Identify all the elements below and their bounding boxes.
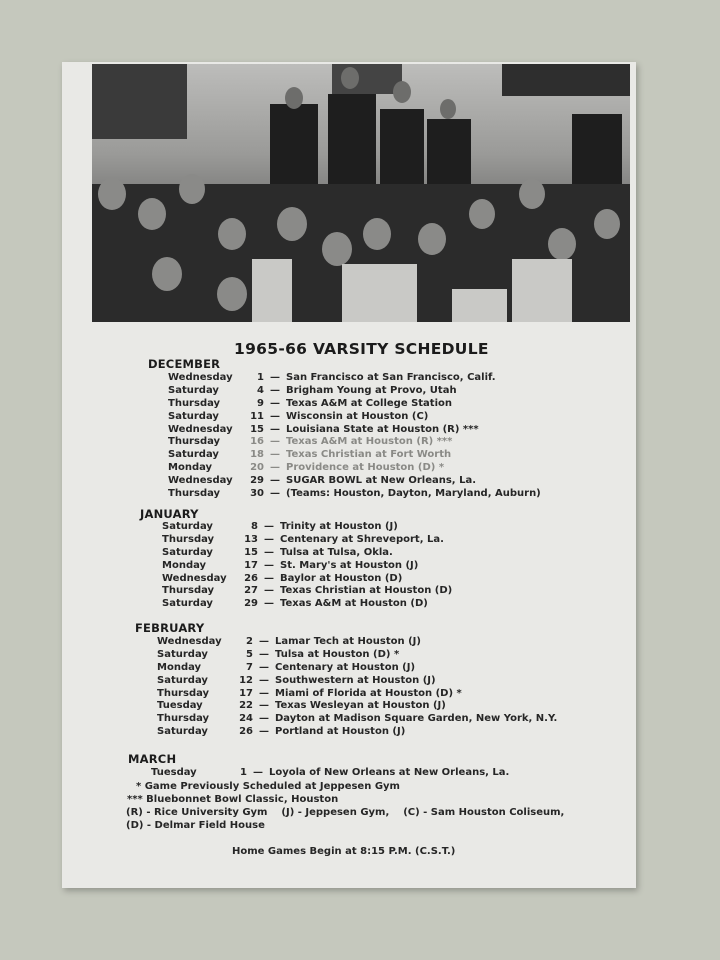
game-row (162, 560, 452, 573)
note-delmar: (D) - Delmar Field House (126, 820, 265, 831)
game-matchup: Texas Christian at Fort Worth (286, 449, 452, 461)
game-row (157, 700, 557, 713)
crowd-photo (92, 64, 630, 322)
game-date: 22 (239, 700, 253, 712)
game-day: Thursday (162, 585, 215, 597)
game-row (168, 411, 541, 424)
game-matchup: Texas A&M at Houston (D) (280, 598, 428, 610)
game-day: Tuesday (157, 700, 203, 712)
schedule-title: 1965-66 VARSITY SCHEDULE (234, 340, 489, 358)
game-date: 16 (250, 436, 264, 448)
march-games (151, 767, 509, 780)
game-row (162, 534, 452, 547)
game-day: Thursday (168, 488, 221, 500)
dash: — (270, 462, 280, 474)
game-day: Wednesday (157, 636, 222, 647)
game-matchup: Texas A&M at College Station (286, 397, 453, 409)
dash: — (259, 661, 269, 673)
dash: — (264, 598, 274, 610)
game-matchup: SUGAR BOWL at New Orleans, La. (286, 475, 476, 487)
game-matchup: (Teams: Houston, Dayton, Maryland, Auburn) (286, 488, 541, 500)
game-date: 8 (251, 521, 258, 532)
dash: — (264, 521, 274, 532)
game-day: Saturday (162, 598, 213, 610)
game-matchup: Baylor at Houston (D) (280, 572, 403, 584)
game-day: Thursday (168, 436, 221, 448)
month-heading-march: MARCH (128, 752, 177, 766)
dash: — (253, 767, 263, 778)
game-date: 20 (250, 462, 264, 474)
january-games (162, 521, 452, 611)
game-row (168, 424, 541, 437)
game-date: 24 (239, 713, 253, 725)
game-day: Monday (168, 462, 213, 474)
dash: — (259, 687, 269, 699)
dash: — (264, 533, 274, 545)
game-matchup: Tulsa at Houston (D) * (275, 648, 400, 660)
game-matchup: San Francisco at San Francisco, Calif. (286, 372, 496, 383)
game-date: 27 (244, 585, 258, 597)
game-row (168, 436, 541, 449)
dash: — (270, 475, 280, 487)
game-matchup: Lamar Tech at Houston (J) (275, 636, 421, 647)
game-row (162, 585, 452, 598)
game-row (168, 372, 541, 385)
dash: — (264, 585, 274, 597)
note-bluebonnet-bowl: *** Bluebonnet Bowl Classic, Houston (127, 794, 339, 805)
dash: — (259, 713, 269, 725)
game-matchup: Texas Christian at Houston (D) (280, 585, 453, 597)
game-day: Thursday (157, 713, 210, 725)
game-date: 29 (250, 475, 264, 487)
dash: — (270, 423, 280, 435)
game-matchup: Centenary at Houston (J) (275, 661, 416, 673)
game-row (168, 475, 541, 488)
game-matchup: Centenary at Shreveport, La. (280, 533, 444, 545)
game-row (157, 726, 557, 739)
game-date: 29 (244, 598, 258, 610)
game-matchup: Loyola of New Orleans at New Orleans, La. (269, 767, 510, 778)
dash: — (270, 384, 280, 396)
dash: — (270, 488, 280, 500)
dash: — (270, 410, 280, 422)
game-matchup: Portland at Houston (J) (275, 726, 406, 738)
game-matchup: Texas Wesleyan at Houston (J) (275, 700, 446, 712)
game-row (151, 767, 509, 780)
note-previously-scheduled: * Game Previously Scheduled at Jeppesen Gym (136, 781, 400, 792)
game-day: Wednesday (168, 372, 233, 383)
game-day: Wednesday (168, 423, 233, 435)
game-matchup: St. Mary's at Houston (J) (280, 559, 419, 571)
game-day: Saturday (157, 648, 208, 660)
game-date: 26 (239, 726, 253, 738)
game-matchup: Miami of Florida at Houston (D) * (275, 687, 462, 699)
game-row (157, 662, 557, 675)
game-day: Monday (162, 559, 207, 571)
game-matchup: Texas A&M at Houston (R) *** (286, 436, 453, 448)
game-row (162, 547, 452, 560)
game-day: Saturday (157, 726, 208, 738)
month-heading-december: DECEMBER (148, 357, 221, 371)
game-day: Tuesday (151, 767, 197, 778)
game-date: 9 (257, 397, 264, 409)
dash: — (270, 436, 280, 448)
home-games-time: Home Games Begin at 8:15 P.M. (C.S.T.) (232, 846, 456, 857)
game-date: 26 (244, 572, 258, 584)
game-matchup: Trinity at Houston (J) (280, 521, 398, 532)
game-date: 7 (246, 661, 253, 673)
game-date: 17 (244, 559, 258, 571)
dash: — (270, 372, 280, 383)
dash: — (259, 648, 269, 660)
month-heading-february: FEBRUARY (135, 621, 205, 635)
game-day: Saturday (168, 449, 219, 461)
game-matchup: Tulsa at Tulsa, Okla. (280, 546, 393, 558)
game-row (162, 598, 452, 611)
game-day: Thursday (168, 397, 221, 409)
game-date: 15 (250, 423, 264, 435)
game-day: Saturday (168, 384, 219, 396)
game-date: 4 (257, 384, 264, 396)
game-date: 17 (239, 687, 253, 699)
game-date: 30 (250, 488, 264, 500)
game-date: 1 (240, 767, 247, 778)
game-matchup: Dayton at Madison Square Garden, New York, N.Y. (275, 713, 558, 725)
game-date: 18 (250, 449, 264, 461)
game-row (168, 449, 541, 462)
game-matchup: Providence at Houston (D) * (286, 462, 445, 474)
game-row (162, 573, 452, 586)
game-row (157, 713, 557, 726)
game-row (168, 462, 541, 475)
game-date: 11 (250, 410, 264, 422)
dash: — (259, 674, 269, 686)
game-day: Wednesday (162, 572, 227, 584)
game-matchup: Brigham Young at Provo, Utah (286, 384, 457, 396)
game-row (168, 385, 541, 398)
game-date: 2 (246, 636, 253, 647)
dash: — (264, 572, 274, 584)
game-row (168, 488, 541, 501)
schedule-notes (126, 780, 564, 832)
dash: — (270, 449, 280, 461)
game-day: Wednesday (168, 475, 233, 487)
game-day: Thursday (162, 533, 215, 545)
dash: — (259, 726, 269, 738)
game-day: Thursday (157, 687, 210, 699)
game-row (157, 636, 557, 649)
game-date: 15 (244, 546, 258, 558)
game-row (168, 398, 541, 411)
game-row (157, 688, 557, 701)
game-date: 13 (244, 533, 258, 545)
december-games (168, 372, 541, 501)
game-day: Monday (157, 661, 202, 673)
note-venue-key: (R) - Rice University Gym (J) - Jeppesen Gym, (C) - Sam Houston Coliseum, (126, 807, 565, 818)
dash: — (270, 397, 280, 409)
game-date: 12 (239, 674, 253, 686)
dash: — (259, 636, 269, 647)
game-matchup: Louisiana State at Houston (R) *** (286, 423, 479, 435)
game-date: 1 (257, 372, 264, 383)
dash: — (264, 546, 274, 558)
game-row (157, 649, 557, 662)
game-matchup: Southwestern at Houston (J) (275, 674, 436, 686)
game-date: 5 (246, 648, 253, 660)
dash: — (264, 559, 274, 571)
game-row (157, 675, 557, 688)
dash: — (259, 700, 269, 712)
game-day: Saturday (162, 521, 213, 532)
game-matchup: Wisconsin at Houston (C) (286, 410, 429, 422)
month-heading-january: JANUARY (140, 507, 199, 521)
game-day: Saturday (157, 674, 208, 686)
game-row (162, 521, 452, 534)
february-games (157, 636, 557, 739)
game-day: Saturday (168, 410, 219, 422)
game-day: Saturday (162, 546, 213, 558)
